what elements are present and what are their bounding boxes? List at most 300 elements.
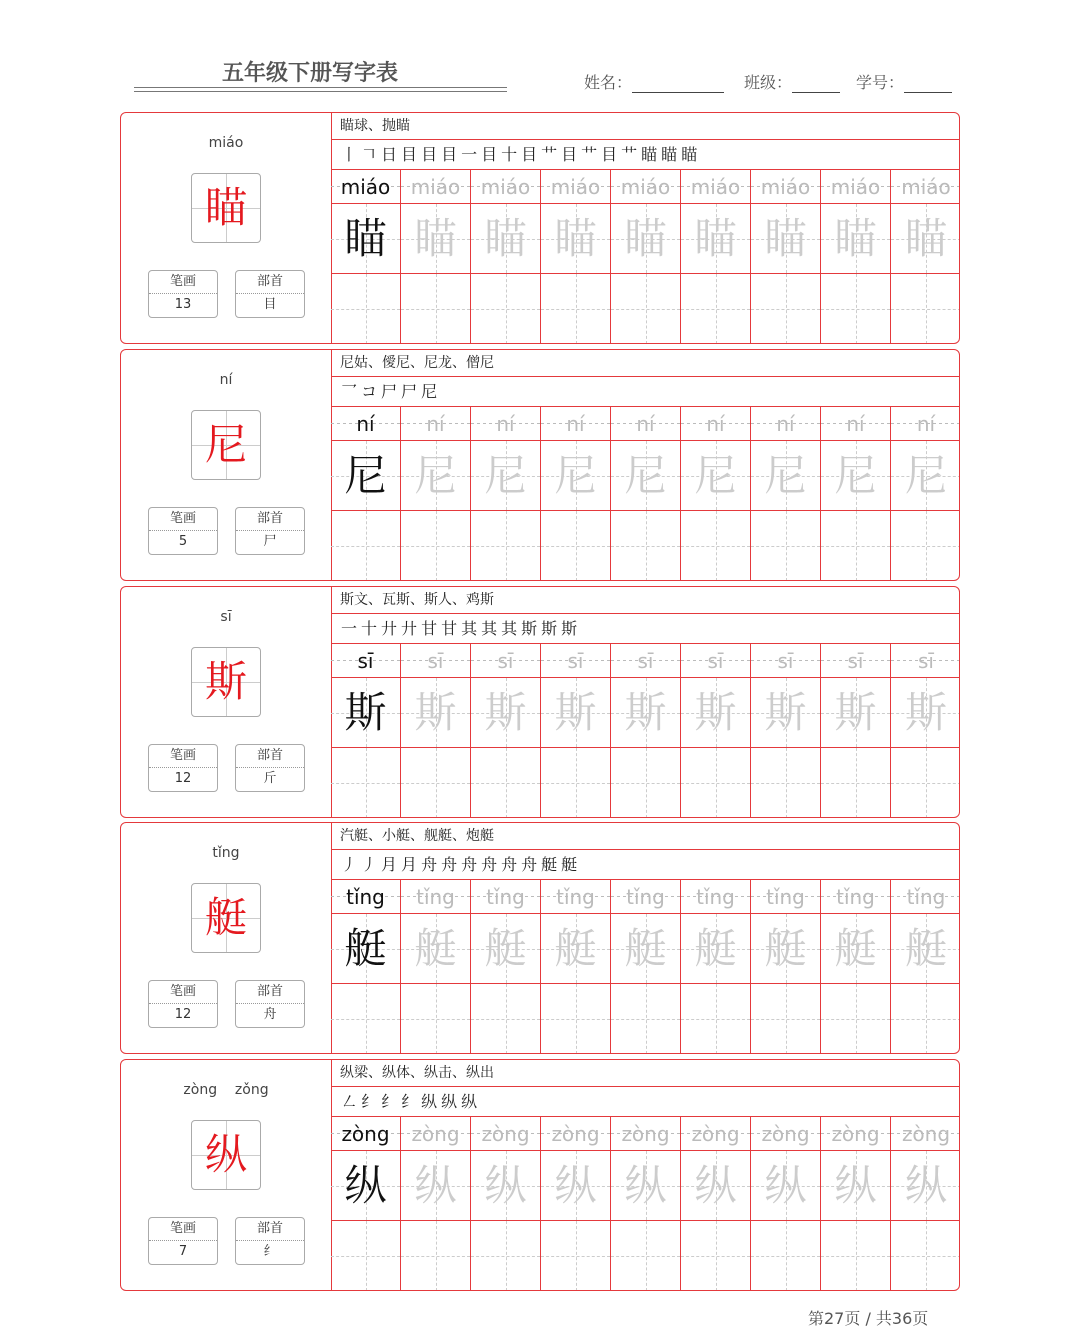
pinyin-cell[interactable]: miáo xyxy=(681,170,750,204)
pinyin-cell[interactable]: sī xyxy=(611,644,680,678)
stroke-step: 斯 xyxy=(521,619,542,638)
pinyin-cell[interactable]: tǐng xyxy=(611,880,680,914)
stroke-count-label: 笔画 xyxy=(149,508,217,531)
practice-column xyxy=(471,644,541,818)
practice-column xyxy=(401,407,471,581)
char-pinyin: sī xyxy=(220,609,232,625)
pinyin-cell[interactable]: ní xyxy=(681,407,750,441)
char-display-box xyxy=(191,173,261,243)
stroke-count-label: 笔画 xyxy=(149,981,217,1004)
stroke-order xyxy=(331,850,959,880)
trace-cell[interactable] xyxy=(821,678,890,748)
trace-cell[interactable] xyxy=(331,204,400,274)
pinyin-cell[interactable]: miáo xyxy=(471,170,540,204)
char-card xyxy=(120,1059,960,1291)
pinyin-cell[interactable]: sī xyxy=(821,644,890,678)
trace-cell[interactable] xyxy=(821,914,890,984)
trace-cell[interactable] xyxy=(821,204,890,274)
blank-cell[interactable] xyxy=(891,1221,960,1291)
blank-cell[interactable] xyxy=(891,274,960,344)
trace-char: 纵 xyxy=(834,1161,877,1210)
char-display-box xyxy=(191,647,261,717)
practice-column xyxy=(331,644,401,818)
stroke-step: 纟 xyxy=(361,1092,382,1111)
trace-cell[interactable] xyxy=(891,914,960,984)
pinyin-cell[interactable]: tǐng xyxy=(821,880,890,914)
blank-cell[interactable] xyxy=(611,748,680,818)
trace-char: 瞄 xyxy=(414,214,457,263)
practice-column xyxy=(471,170,541,344)
char-display: 瞄 xyxy=(204,183,247,232)
stroke-step: 艇 xyxy=(541,855,562,874)
stroke-count-value: 7 xyxy=(178,1244,188,1259)
trace-cell[interactable] xyxy=(611,678,680,748)
trace-char: 斯 xyxy=(554,688,597,737)
stroke-order xyxy=(331,1087,959,1117)
practice-panel xyxy=(331,587,959,817)
pinyin-cell[interactable]: tǐng xyxy=(401,880,470,914)
pinyin-cell[interactable]: zòng xyxy=(611,1117,680,1151)
blank-cell[interactable] xyxy=(471,1221,540,1291)
trace-cell[interactable] xyxy=(541,678,610,748)
practice-column xyxy=(471,880,541,1054)
practice-column xyxy=(751,644,821,818)
stroke-count-value: 12 xyxy=(174,771,192,786)
name-field[interactable] xyxy=(584,70,724,93)
stroke-step: 目十 xyxy=(481,145,522,164)
practice-grid xyxy=(331,170,959,344)
blank-cell[interactable] xyxy=(401,748,470,818)
practice-column xyxy=(471,407,541,581)
radical-box xyxy=(235,980,305,1028)
stroke-step: 其 xyxy=(501,619,522,638)
trace-cell[interactable] xyxy=(471,441,540,511)
trace-cell[interactable] xyxy=(681,678,750,748)
stroke-step: 乛 xyxy=(341,382,362,401)
trace-char: 纵 xyxy=(904,1161,947,1210)
title-rule xyxy=(134,87,507,88)
blank-cell[interactable] xyxy=(471,984,540,1054)
stroke-step: 舟 xyxy=(481,855,502,874)
pinyin-cell[interactable]: sī xyxy=(751,644,820,678)
trace-cell[interactable] xyxy=(751,441,820,511)
stroke-step: 斯 xyxy=(541,619,562,638)
stroke-step: 目一 xyxy=(441,145,482,164)
trace-cell[interactable] xyxy=(681,204,750,274)
stroke-count-label: 笔画 xyxy=(149,1218,217,1241)
practice-column xyxy=(751,1117,821,1291)
trace-cell[interactable] xyxy=(821,441,890,511)
stroke-step: 丿 xyxy=(361,855,382,874)
practice-column xyxy=(331,1117,401,1291)
blank-cell[interactable] xyxy=(821,511,890,581)
stroke-step: 瞄 xyxy=(641,145,662,164)
blank-cell[interactable] xyxy=(331,748,400,818)
char-card xyxy=(120,586,960,818)
pinyin-cell[interactable]: zòng xyxy=(471,1117,540,1151)
practice-panel xyxy=(331,350,959,580)
blank-cell[interactable] xyxy=(541,984,610,1054)
pinyin-cell[interactable]: sī xyxy=(471,644,540,678)
trace-char: 艇 xyxy=(414,924,457,973)
stroke-step: 廾 xyxy=(381,619,402,638)
blank-cell[interactable] xyxy=(541,1221,610,1291)
blank-cell[interactable] xyxy=(821,748,890,818)
trace-char: 斯 xyxy=(624,688,667,737)
pinyin-header xyxy=(121,845,331,861)
blank-cell[interactable] xyxy=(331,511,400,581)
blank-cell[interactable] xyxy=(471,511,540,581)
trace-cell[interactable] xyxy=(681,441,750,511)
number-blank[interactable] xyxy=(904,74,952,93)
trace-char: 艇 xyxy=(344,924,387,973)
blank-cell[interactable] xyxy=(751,1221,820,1291)
trace-char: 尼 xyxy=(834,451,877,500)
stroke-step: 纵 xyxy=(461,1092,482,1111)
trace-cell[interactable] xyxy=(331,441,400,511)
pinyin-cell[interactable]: ní xyxy=(331,407,400,441)
class-blank[interactable] xyxy=(792,74,840,93)
blank-cell[interactable] xyxy=(891,748,960,818)
blank-cell[interactable] xyxy=(821,1221,890,1291)
trace-char: 瞄 xyxy=(344,214,387,263)
blank-cell[interactable] xyxy=(681,1221,750,1291)
trace-char: 瞄 xyxy=(554,214,597,263)
pinyin-cell[interactable]: tǐng xyxy=(891,880,960,914)
trace-char: 艇 xyxy=(484,924,527,973)
stroke-step: 丿 xyxy=(341,855,362,874)
blank-cell[interactable] xyxy=(821,984,890,1054)
trace-cell[interactable] xyxy=(891,678,960,748)
pinyin-cell[interactable]: sī xyxy=(541,644,610,678)
char-display: 尼 xyxy=(204,420,247,469)
stroke-step: 月 xyxy=(401,855,422,874)
pinyin-cell[interactable]: zòng xyxy=(331,1117,400,1151)
blank-cell[interactable] xyxy=(681,984,750,1054)
practice-column xyxy=(891,644,960,818)
stroke-count-value: 5 xyxy=(178,534,188,549)
trace-char: 尼 xyxy=(484,451,527,500)
trace-char: 瞄 xyxy=(764,214,807,263)
practice-column xyxy=(471,1117,541,1291)
trace-cell[interactable] xyxy=(611,204,680,274)
stroke-count-box xyxy=(148,1217,218,1265)
trace-cell[interactable] xyxy=(331,1151,400,1221)
pinyin-cell[interactable]: sī xyxy=(401,644,470,678)
trace-cell[interactable] xyxy=(611,441,680,511)
pinyin-cell[interactable]: zòng xyxy=(891,1117,960,1151)
blank-cell[interactable] xyxy=(611,984,680,1054)
blank-cell[interactable] xyxy=(331,1221,400,1291)
trace-cell[interactable] xyxy=(471,914,540,984)
blank-cell[interactable] xyxy=(611,511,680,581)
char-info-panel xyxy=(121,113,332,343)
stroke-order xyxy=(331,377,959,407)
pinyin-cell[interactable]: sī xyxy=(891,644,960,678)
blank-cell[interactable] xyxy=(541,748,610,818)
radical-label: 部首 xyxy=(236,981,304,1004)
trace-cell[interactable] xyxy=(401,678,470,748)
example-words: 尼姑、僾尼、尼龙、僧尼 xyxy=(331,350,959,377)
radical-value: 尸 xyxy=(263,534,277,549)
trace-cell[interactable] xyxy=(751,1151,820,1221)
stroke-order xyxy=(331,140,959,170)
trace-char: 斯 xyxy=(834,688,877,737)
trace-cell[interactable] xyxy=(471,678,540,748)
pinyin-cell[interactable]: tǐng xyxy=(471,880,540,914)
stroke-step: 其 xyxy=(461,619,482,638)
pinyin-cell[interactable]: ní xyxy=(471,407,540,441)
practice-grid xyxy=(331,407,959,581)
example-words: 瞄球、抛瞄 xyxy=(331,113,959,140)
trace-cell[interactable] xyxy=(751,678,820,748)
blank-cell[interactable] xyxy=(751,511,820,581)
blank-cell[interactable] xyxy=(891,984,960,1054)
trace-char: 纵 xyxy=(624,1161,667,1210)
blank-cell[interactable] xyxy=(681,511,750,581)
pinyin-cell[interactable]: miáo xyxy=(331,170,400,204)
blank-cell[interactable] xyxy=(611,1221,680,1291)
practice-column xyxy=(401,1117,471,1291)
stroke-step: 𠃍 xyxy=(361,145,382,164)
char-card xyxy=(120,349,960,581)
pinyin-cell[interactable]: zòng xyxy=(751,1117,820,1151)
practice-column xyxy=(891,1117,960,1291)
stroke-step: 甘 xyxy=(441,619,462,638)
trace-char: 纵 xyxy=(554,1161,597,1210)
radical-value: 斤 xyxy=(263,771,277,786)
pinyin-header xyxy=(121,609,331,625)
stroke-step: 纵 xyxy=(441,1092,462,1111)
radical-label: 部首 xyxy=(236,508,304,531)
number-label: 学号： xyxy=(856,73,905,92)
pinyin-cell[interactable]: miáo xyxy=(751,170,820,204)
pinyin-cell[interactable]: miáo xyxy=(891,170,960,204)
radical-label: 部首 xyxy=(236,1218,304,1241)
char-card xyxy=(120,112,960,344)
stroke-step: ㇜ xyxy=(341,1092,362,1111)
trace-char: 艇 xyxy=(694,924,737,973)
blank-cell[interactable] xyxy=(821,274,890,344)
char-pinyin: ní xyxy=(219,372,233,388)
stroke-step: 其 xyxy=(481,619,502,638)
practice-column xyxy=(541,170,611,344)
stroke-step: 舟 xyxy=(421,855,442,874)
stroke-step: 舟 xyxy=(501,855,522,874)
pinyin-cell[interactable]: ní xyxy=(751,407,820,441)
stroke-step: 目艹 xyxy=(521,145,562,164)
stroke-step: 丨 xyxy=(341,145,362,164)
practice-column xyxy=(891,407,960,581)
pinyin-cell[interactable]: ní xyxy=(891,407,960,441)
practice-grid xyxy=(331,1117,959,1291)
practice-column xyxy=(681,1117,751,1291)
practice-column xyxy=(331,880,401,1054)
pinyin-cell[interactable]: sī xyxy=(331,644,400,678)
stroke-step: 瞄 xyxy=(681,145,702,164)
trace-char: 艇 xyxy=(834,924,877,973)
pinyin-cell[interactable]: sī xyxy=(681,644,750,678)
practice-column xyxy=(611,1117,681,1291)
trace-char: 尼 xyxy=(414,451,457,500)
blank-cell[interactable] xyxy=(751,748,820,818)
name-blank[interactable] xyxy=(632,74,724,93)
trace-cell[interactable] xyxy=(401,914,470,984)
blank-cell[interactable] xyxy=(401,984,470,1054)
stroke-step: 目艹 xyxy=(601,145,642,164)
char-display-box xyxy=(191,1120,261,1190)
blank-cell[interactable] xyxy=(401,274,470,344)
pinyin-cell[interactable]: zòng xyxy=(401,1117,470,1151)
trace-char: 尼 xyxy=(694,451,737,500)
blank-cell[interactable] xyxy=(681,748,750,818)
stroke-step: 甘 xyxy=(421,619,442,638)
trace-cell[interactable] xyxy=(681,914,750,984)
blank-cell[interactable] xyxy=(751,984,820,1054)
char-info-panel xyxy=(121,823,332,1053)
pinyin-cell[interactable]: ní xyxy=(611,407,680,441)
example-words: 斯文、瓦斯、斯人、鸡斯 xyxy=(331,587,959,614)
radical-box xyxy=(235,744,305,792)
practice-column xyxy=(821,880,891,1054)
stroke-count-label: 笔画 xyxy=(149,271,217,294)
blank-cell[interactable] xyxy=(611,274,680,344)
trace-char: 纵 xyxy=(344,1161,387,1210)
char-card xyxy=(120,822,960,1054)
trace-cell[interactable] xyxy=(331,914,400,984)
trace-cell[interactable] xyxy=(681,1151,750,1221)
practice-column xyxy=(681,644,751,818)
pinyin-cell[interactable]: tǐng xyxy=(681,880,750,914)
blank-cell[interactable] xyxy=(541,274,610,344)
blank-cell[interactable] xyxy=(681,274,750,344)
pinyin-cell[interactable]: ní xyxy=(541,407,610,441)
pinyin-cell[interactable]: zòng xyxy=(821,1117,890,1151)
trace-char: 艇 xyxy=(554,924,597,973)
blank-cell[interactable] xyxy=(401,511,470,581)
trace-cell[interactable] xyxy=(471,1151,540,1221)
stroke-count-box xyxy=(148,270,218,318)
practice-column xyxy=(681,170,751,344)
practice-column xyxy=(821,170,891,344)
practice-column xyxy=(891,880,960,1054)
practice-panel xyxy=(331,1060,959,1290)
stroke-step: 艇 xyxy=(561,855,582,874)
trace-char: 瞄 xyxy=(904,214,947,263)
practice-panel xyxy=(331,823,959,1053)
trace-cell[interactable] xyxy=(471,204,540,274)
pinyin-cell[interactable]: tǐng xyxy=(541,880,610,914)
practice-column xyxy=(331,407,401,581)
class-field[interactable] xyxy=(744,70,840,93)
trace-cell[interactable] xyxy=(611,1151,680,1221)
trace-char: 斯 xyxy=(344,688,387,737)
stroke-step: 廾 xyxy=(401,619,422,638)
radical-label: 部首 xyxy=(236,745,304,768)
trace-char: 瞄 xyxy=(624,214,667,263)
trace-cell[interactable] xyxy=(751,914,820,984)
char-pinyin: tǐng xyxy=(212,845,240,861)
stroke-step: 十 xyxy=(361,619,382,638)
pinyin-header xyxy=(121,1082,331,1098)
pinyin-cell[interactable]: miáo xyxy=(401,170,470,204)
trace-cell[interactable] xyxy=(401,1151,470,1221)
practice-column xyxy=(891,170,960,344)
trace-char: 斯 xyxy=(484,688,527,737)
practice-column xyxy=(751,170,821,344)
trace-char: 艇 xyxy=(904,924,947,973)
trace-cell[interactable] xyxy=(891,441,960,511)
stroke-step: コ xyxy=(361,382,382,401)
stroke-step: 尸 xyxy=(381,382,402,401)
class-label: 班级： xyxy=(744,73,793,92)
trace-char: 尼 xyxy=(764,451,807,500)
pinyin-cell[interactable]: zòng xyxy=(541,1117,610,1151)
trace-cell[interactable] xyxy=(751,204,820,274)
trace-cell[interactable] xyxy=(821,1151,890,1221)
radical-value: 纟 xyxy=(263,1244,277,1259)
trace-char: 斯 xyxy=(764,688,807,737)
trace-cell[interactable] xyxy=(541,914,610,984)
practice-column xyxy=(401,170,471,344)
pinyin-cell[interactable]: miáo xyxy=(821,170,890,204)
radical-box xyxy=(235,1217,305,1265)
practice-grid xyxy=(331,880,959,1054)
page-footer: 第27页 / 共36页 xyxy=(808,1309,929,1328)
name-label: 姓名： xyxy=(584,73,633,92)
blank-cell[interactable] xyxy=(401,1221,470,1291)
pinyin-cell[interactable]: tǐng xyxy=(751,880,820,914)
trace-cell[interactable] xyxy=(611,914,680,984)
pinyin-cell[interactable]: ní xyxy=(821,407,890,441)
trace-cell[interactable] xyxy=(401,204,470,274)
trace-cell[interactable] xyxy=(541,441,610,511)
trace-cell[interactable] xyxy=(331,678,400,748)
blank-cell[interactable] xyxy=(331,984,400,1054)
blank-cell[interactable] xyxy=(471,748,540,818)
practice-column xyxy=(751,880,821,1054)
pinyin-cell[interactable]: tǐng xyxy=(331,880,400,914)
pinyin-cell[interactable]: zòng xyxy=(681,1117,750,1151)
practice-column xyxy=(821,644,891,818)
stroke-step: 斯 xyxy=(561,619,582,638)
pinyin-cell[interactable]: miáo xyxy=(611,170,680,204)
trace-cell[interactable] xyxy=(541,204,610,274)
stroke-step: 尸 xyxy=(401,382,422,401)
trace-cell[interactable] xyxy=(541,1151,610,1221)
blank-cell[interactable] xyxy=(891,511,960,581)
trace-char: 斯 xyxy=(414,688,457,737)
char-pinyin: miáo xyxy=(208,135,244,151)
trace-char: 斯 xyxy=(694,688,737,737)
example-words: 汽艇、小艇、舰艇、炮艇 xyxy=(331,823,959,850)
trace-cell[interactable] xyxy=(891,1151,960,1221)
blank-cell[interactable] xyxy=(541,511,610,581)
pinyin-cell[interactable]: ní xyxy=(401,407,470,441)
number-field[interactable] xyxy=(856,70,952,93)
blank-cell[interactable] xyxy=(471,274,540,344)
blank-cell[interactable] xyxy=(331,274,400,344)
practice-column xyxy=(541,644,611,818)
stroke-step: 舟 xyxy=(461,855,482,874)
trace-cell[interactable] xyxy=(401,441,470,511)
char-display: 纵 xyxy=(204,1130,247,1179)
pinyin-cell[interactable]: miáo xyxy=(541,170,610,204)
blank-cell[interactable] xyxy=(751,274,820,344)
char-display: 斯 xyxy=(204,657,247,706)
stroke-count-box xyxy=(148,744,218,792)
trace-cell[interactable] xyxy=(891,204,960,274)
